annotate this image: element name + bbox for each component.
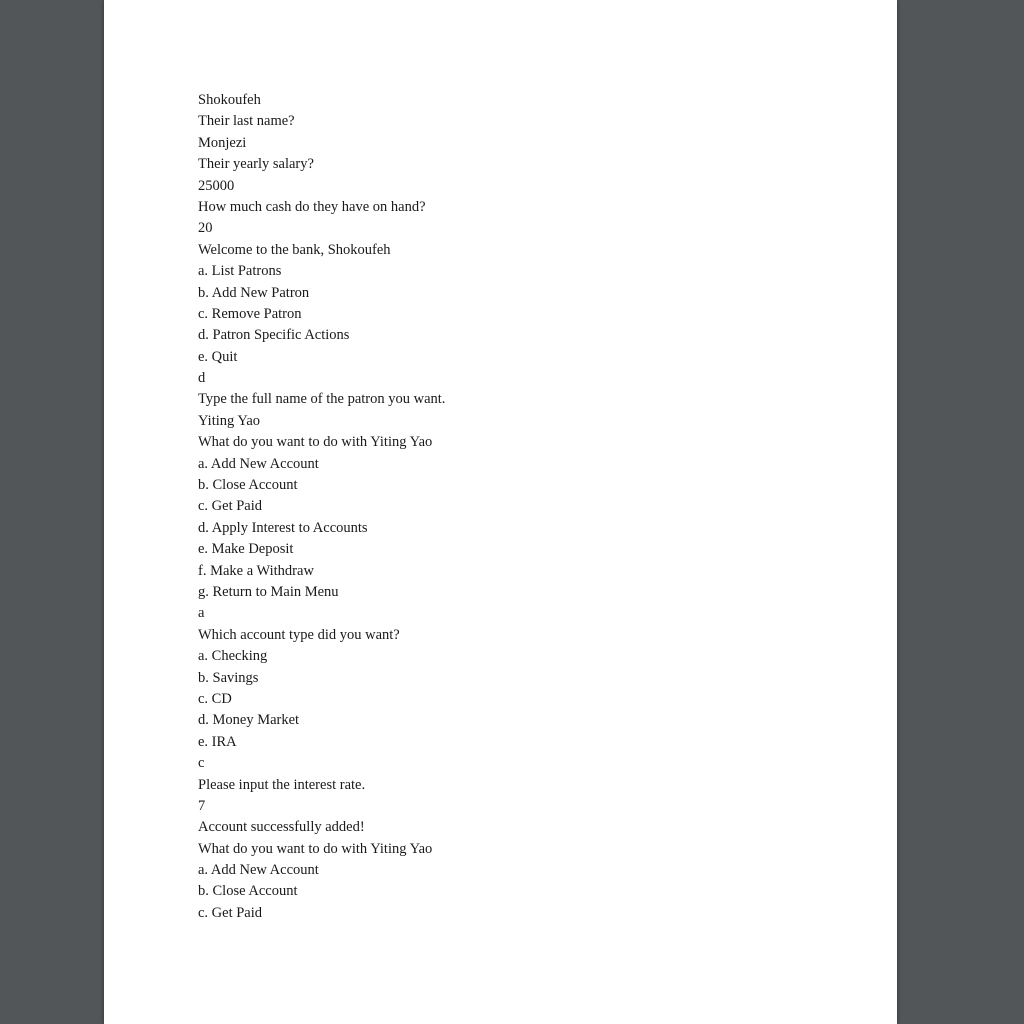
transcript-line: d. Apply Interest to Accounts — [198, 519, 368, 536]
transcript-line: c — [198, 755, 205, 772]
transcript-line: g. Return to Main Menu — [198, 583, 339, 600]
transcript-line: 7 — [198, 797, 206, 814]
transcript-line: b. Close Account — [198, 477, 298, 494]
transcript-line: e. IRA — [198, 733, 237, 750]
transcript-line: 20 — [198, 220, 213, 237]
transcript-line: c. Get Paid — [198, 498, 263, 515]
transcript-line: What do you want to do with Yiting Yao — [198, 840, 433, 857]
transcript-line: b. Savings — [198, 669, 259, 686]
transcript-line: e. Make Deposit — [198, 541, 294, 558]
transcript-line: a. Checking — [198, 648, 268, 665]
document-page — [104, 0, 897, 1024]
transcript-line: a. Add New Account — [198, 455, 319, 472]
transcript-line: Their last name? — [198, 113, 295, 130]
transcript-line: Please input the interest rate. — [198, 776, 366, 793]
transcript-line: f. Make a Withdraw — [198, 562, 314, 579]
transcript-line: 25000 — [198, 177, 235, 194]
transcript-line: How much cash do they have on hand? — [198, 198, 426, 215]
transcript-line: Type the full name of the patron you want. — [198, 391, 446, 408]
transcript-line: d — [198, 370, 206, 387]
transcript-line: Account successfully added! — [198, 819, 365, 836]
transcript-line: a. Add New Account — [198, 862, 319, 879]
transcript-line: c. CD — [198, 690, 232, 707]
transcript-line: What do you want to do with Yiting Yao — [198, 434, 433, 451]
transcript-line: b. Close Account — [198, 883, 298, 900]
transcript-line: Their yearly salary? — [198, 156, 314, 173]
transcript-line: Monjezi — [198, 134, 247, 151]
transcript-line: Welcome to the bank, Shokoufeh — [198, 241, 391, 258]
transcript-line: e. Quit — [198, 348, 238, 365]
transcript-line: b. Add New Patron — [198, 284, 310, 301]
transcript-line: d. Patron Specific Actions — [198, 327, 350, 344]
transcript-line: a. List Patrons — [198, 263, 282, 280]
console-transcript — [198, 90, 445, 924]
transcript-line: a — [198, 605, 205, 622]
transcript-line: Which account type did you want? — [198, 626, 400, 643]
transcript-line: c. Get Paid — [198, 904, 263, 921]
transcript-line: c. Remove Patron — [198, 305, 302, 322]
transcript-line: d. Money Market — [198, 712, 300, 729]
transcript-line: Yiting Yao — [198, 412, 261, 429]
transcript-line: Shokoufeh — [198, 92, 261, 108]
